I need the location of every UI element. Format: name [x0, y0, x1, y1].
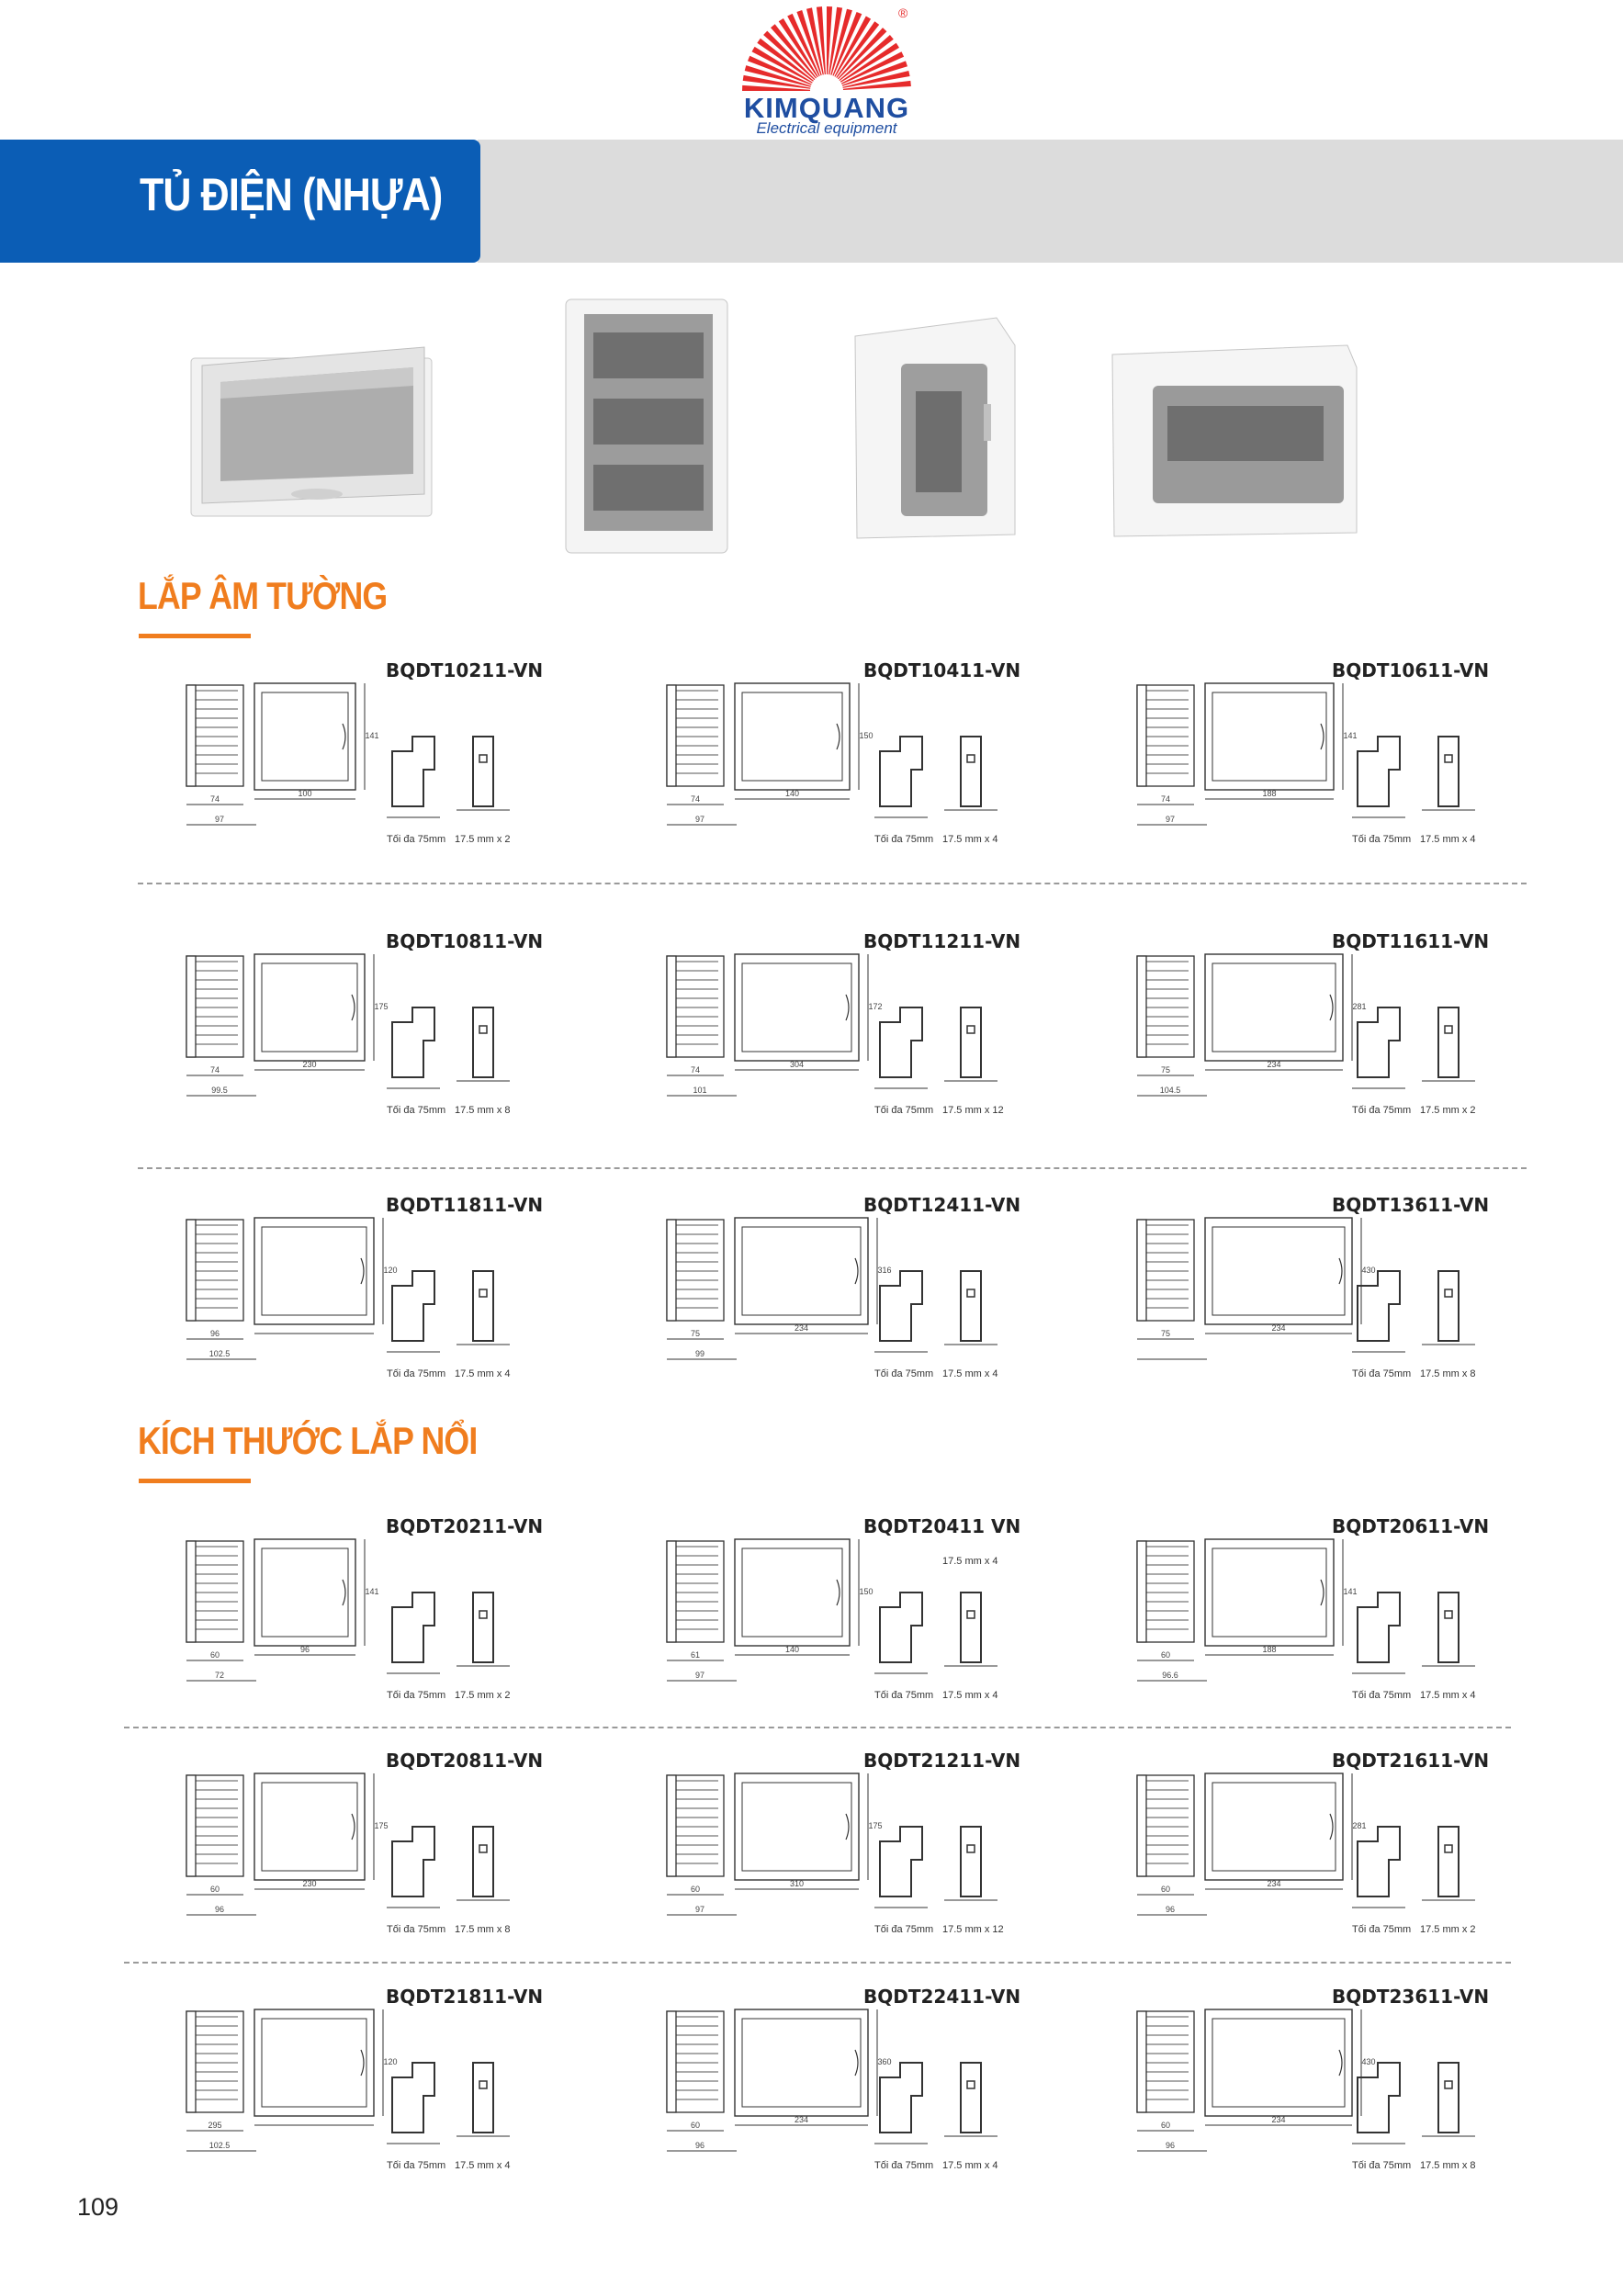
model-code: BQDT21211-VN [863, 1750, 1021, 1772]
product-diagram [179, 1194, 602, 1391]
breaker-profile-drawing [880, 1593, 922, 1662]
dimension-value: 61 [690, 1650, 701, 1660]
dimension-drawing [659, 1750, 1091, 1947]
header-banner-background [478, 140, 1623, 263]
product-diagram [659, 1986, 1082, 2183]
dimension-drawing [1130, 930, 1561, 1128]
module-width-drawing [1422, 2063, 1475, 2136]
side-view [667, 956, 724, 1057]
dimension-value: 96 [209, 1329, 220, 1338]
breaker-profile-drawing [392, 2063, 434, 2133]
brand-logo [726, 4, 928, 138]
dimension-value: 281 [1352, 1821, 1367, 1830]
dimension-value: 75 [1160, 1065, 1171, 1075]
dimension-value: 100 [298, 789, 312, 798]
module-width-drawing [944, 2063, 997, 2136]
dimension-value: 281 [1352, 1002, 1367, 1011]
dimension-lines [1137, 1218, 1361, 1359]
product-diagram [659, 930, 1082, 1128]
max-depth-label: Tối đa 75mm [387, 1924, 446, 1935]
breaker-profile-drawing [392, 1007, 434, 1077]
row-separator [138, 1167, 1527, 1169]
model-code: BQDT21811-VN [386, 1986, 544, 2008]
module-width-drawing [456, 1007, 510, 1081]
dimension-value: 74 [1160, 794, 1171, 804]
dimension-value: 141 [365, 731, 379, 740]
front-view [1205, 1218, 1352, 1324]
sunburst-logo-icon [726, 4, 928, 105]
max-depth-label: Tối đa 75mm [1352, 1690, 1412, 1701]
dimension-value: 96 [299, 1645, 310, 1654]
dimension-value: 234 [794, 2115, 809, 2124]
dimension-value: 175 [374, 1821, 389, 1830]
dimension-value: 99 [694, 1349, 705, 1358]
dimension-drawing [1130, 1986, 1561, 2183]
dimension-value: 310 [789, 1879, 805, 1888]
dimension-value: 97 [694, 815, 705, 824]
product-diagram [1130, 1750, 1552, 1947]
model-code: BQDT21611-VN [1332, 1750, 1490, 1772]
dimension-value: 60 [209, 1885, 220, 1894]
module-width-drawing [456, 1593, 510, 1666]
front-view [735, 683, 850, 790]
dimension-value: 188 [1262, 1645, 1277, 1654]
dimension-value: 430 [1361, 1266, 1376, 1275]
module-width-label: 17.5 mm x 4 [942, 2160, 998, 2171]
breaker-profile-drawing [392, 1827, 434, 1896]
dimension-value: 96 [1165, 1905, 1176, 1914]
dimension-value: 188 [1262, 789, 1277, 798]
module-width-drawing [456, 1271, 510, 1345]
module-width-drawing [1422, 1593, 1475, 1666]
module-width-drawing [456, 2063, 510, 2136]
front-view [735, 1218, 868, 1324]
model-code: BQDT10811-VN [386, 930, 544, 952]
module-width-label: 17.5 mm x 2 [1420, 1924, 1476, 1935]
product-diagram [179, 930, 602, 1128]
dimension-value: 96 [694, 2141, 705, 2150]
dimension-value: 104.5 [1159, 1086, 1181, 1095]
product-diagram [1130, 1515, 1552, 1713]
dimension-value: 97 [694, 1671, 705, 1680]
dimension-value: 97 [1165, 815, 1176, 824]
model-code: BQDT20411 VN [863, 1515, 1021, 1537]
side-view [186, 1775, 243, 1876]
dimension-value: 234 [794, 1323, 809, 1333]
section-title-surface-mount: KÍCH THƯỚC LẮP NỔI [138, 1419, 478, 1462]
dimension-drawing [179, 930, 611, 1128]
dimension-lines [1137, 2009, 1361, 2151]
dimension-value: 60 [1160, 2121, 1171, 2130]
product-image-flush-panel [184, 310, 441, 526]
dimension-value: 141 [1343, 731, 1358, 740]
registered-mark: ® [898, 6, 908, 20]
breaker-profile-drawing [880, 737, 922, 806]
model-code: BQDT12411-VN [863, 1194, 1021, 1216]
module-width-drawing [944, 1827, 997, 1900]
model-code: BQDT20211-VN [386, 1515, 544, 1537]
dimension-value: 60 [690, 2121, 701, 2130]
dimension-value: 74 [690, 794, 701, 804]
dimension-value: 172 [868, 1002, 883, 1011]
side-view [667, 685, 724, 786]
dimension-drawing [179, 1194, 611, 1391]
front-view [254, 683, 355, 790]
product-diagram [659, 1194, 1082, 1391]
breaker-profile-drawing [1358, 1007, 1400, 1077]
row-separator [124, 1727, 1511, 1728]
breaker-profile-drawing [880, 1007, 922, 1077]
side-view [1137, 1541, 1194, 1642]
dimension-drawing [1130, 659, 1561, 857]
dimension-value: 74 [209, 1065, 220, 1075]
dimension-value: 120 [383, 1266, 398, 1275]
dimension-value: 60 [690, 1885, 701, 1894]
breaker-profile-drawing [1358, 2063, 1400, 2133]
front-view [735, 1539, 850, 1646]
product-image-wide-panel [1107, 331, 1359, 542]
module-width-label: 17.5 mm x 4 [942, 1368, 998, 1379]
front-view [1205, 954, 1343, 1061]
max-depth-label: Tối đa 75mm [874, 834, 934, 845]
dimension-value: 96.6 [1162, 1671, 1178, 1680]
side-view [186, 2011, 243, 2112]
dimension-value: 234 [1271, 1323, 1286, 1333]
dimension-drawing [1130, 1515, 1561, 1713]
breaker-profile-drawing [392, 1593, 434, 1662]
front-view [254, 1539, 355, 1646]
front-view [1205, 1773, 1343, 1880]
module-width-label: 17.5 mm x 8 [1420, 1368, 1476, 1379]
dimension-value: 295 [208, 2121, 222, 2130]
module-width-label: 17.5 mm x 4 [455, 2160, 511, 2171]
max-depth-label: Tối đa 75mm [387, 834, 446, 845]
max-depth-label: Tối đa 75mm [1352, 1105, 1412, 1116]
dimension-drawing [659, 1515, 1091, 1713]
page-title: TỦ ĐIỆN (NHỰA) [140, 169, 443, 220]
module-width-label: 17.5 mm x 8 [455, 1105, 511, 1116]
breaker-profile-drawing [1358, 737, 1400, 806]
front-view [735, 954, 859, 1061]
product-diagram [659, 1750, 1082, 1947]
model-code: BQDT10611-VN [1332, 659, 1490, 681]
module-width-drawing [944, 1007, 997, 1081]
max-depth-label: Tối đa 75mm [874, 1105, 934, 1116]
dimension-value: 99.5 [211, 1086, 228, 1095]
model-code: BQDT11811-VN [386, 1194, 544, 1216]
dimension-value: 430 [1361, 2057, 1376, 2066]
model-code: BQDT11611-VN [1332, 930, 1490, 952]
model-code: BQDT20611-VN [1332, 1515, 1490, 1537]
model-code: BQDT10211-VN [386, 659, 544, 681]
max-depth-label: Tối đa 75mm [874, 2160, 934, 2171]
dimension-value: 175 [374, 1002, 389, 1011]
dimension-drawing [179, 1986, 611, 2183]
page-number: 109 [77, 2193, 119, 2221]
product-diagram [1130, 659, 1552, 857]
module-width-label: 17.5 mm x 8 [1420, 2160, 1476, 2171]
breaker-profile-drawing [1358, 1271, 1400, 1341]
dimension-value: 96 [214, 1905, 225, 1914]
max-depth-label: Tối đa 75mm [874, 1690, 934, 1701]
dimension-value: 75 [690, 1329, 701, 1338]
side-view [667, 1541, 724, 1642]
front-view [1205, 683, 1334, 790]
dimension-value: 234 [1267, 1879, 1281, 1888]
section-title-flush-mount: LẮP ÂM TƯỜNG [138, 574, 388, 617]
module-width-label: 17.5 mm x 12 [942, 1924, 1004, 1935]
model-code: BQDT11211-VN [863, 930, 1021, 952]
dimension-drawing [1130, 1194, 1561, 1391]
module-width-drawing [944, 1271, 997, 1345]
dimension-value: 97 [214, 815, 225, 824]
product-diagram [659, 659, 1082, 857]
module-width-label: 17.5 mm x 8 [455, 1924, 511, 1935]
side-view [1137, 685, 1194, 786]
max-depth-label: Tối đa 75mm [874, 1924, 934, 1935]
breaker-profile-drawing [1358, 1827, 1400, 1896]
dimension-value: 150 [859, 731, 873, 740]
breaker-profile-drawing [392, 1271, 434, 1341]
front-view [254, 2009, 374, 2116]
dimension-value: 230 [302, 1060, 317, 1069]
module-width-drawing [456, 1827, 510, 1900]
dimension-value: 360 [877, 2057, 892, 2066]
front-view [1205, 2009, 1352, 2116]
module-width-label: 17.5 mm x 2 [455, 1690, 511, 1701]
module-width-drawing [456, 737, 510, 810]
brand-name: KIMQUANG [743, 92, 910, 124]
product-diagram [179, 1986, 602, 2183]
breaker-profile-drawing [392, 737, 434, 806]
dimension-value: 102.5 [209, 1349, 231, 1358]
side-view [667, 1220, 724, 1321]
product-diagram [179, 1515, 602, 1713]
dimension-value: 141 [1343, 1587, 1358, 1596]
model-code: BQDT10411-VN [863, 659, 1021, 681]
dimension-value: 140 [784, 789, 800, 798]
section-underline [139, 634, 251, 638]
module-width-top-label: 17.5 mm x 4 [942, 1556, 998, 1567]
dimension-value: 74 [690, 1065, 701, 1075]
module-width-label: 17.5 mm x 4 [455, 1368, 511, 1379]
side-view [186, 956, 243, 1057]
front-view [735, 1773, 859, 1880]
module-width-label: 17.5 mm x 2 [1420, 1105, 1476, 1116]
product-diagram [1130, 930, 1552, 1128]
dimension-value: 72 [214, 1671, 225, 1680]
max-depth-label: Tối đa 75mm [387, 2160, 446, 2171]
dimension-drawing [659, 1986, 1091, 2183]
breaker-profile-drawing [880, 1271, 922, 1341]
dimension-value: 60 [1160, 1650, 1171, 1660]
dimension-drawing [179, 1750, 611, 1947]
module-width-label: 17.5 mm x 4 [942, 834, 998, 845]
side-view [186, 685, 243, 786]
row-separator [124, 1962, 1511, 1964]
max-depth-label: Tối đa 75mm [1352, 834, 1412, 845]
dimension-drawing [179, 1515, 611, 1713]
max-depth-label: Tối đa 75mm [1352, 1368, 1412, 1379]
module-width-label: 17.5 mm x 2 [455, 834, 511, 845]
dimension-value: 304 [789, 1060, 805, 1069]
dimension-value: 74 [209, 794, 220, 804]
product-diagram [179, 1750, 602, 1947]
dimension-value: 60 [1160, 1885, 1171, 1894]
max-depth-label: Tối đa 75mm [1352, 1924, 1412, 1935]
module-width-label: 17.5 mm x 4 [942, 1690, 998, 1701]
module-width-drawing [1422, 737, 1475, 810]
side-view [186, 1541, 243, 1642]
model-code: BQDT20811-VN [386, 1750, 544, 1772]
dimension-drawing [659, 930, 1091, 1128]
module-width-drawing [944, 737, 997, 810]
product-image-tall-panel [562, 287, 732, 555]
dimension-value: 141 [365, 1587, 379, 1596]
side-view [1137, 956, 1194, 1057]
product-diagram [659, 1515, 1082, 1713]
dimension-value: 150 [859, 1587, 873, 1596]
dimension-value: 101 [693, 1086, 707, 1095]
dimension-value: 102.5 [209, 2141, 231, 2150]
brand-tagline: Electrical equipment [756, 119, 897, 137]
breaker-profile-drawing [880, 2063, 922, 2133]
module-width-label: 17.5 mm x 4 [1420, 1690, 1476, 1701]
max-depth-label: Tối đa 75mm [387, 1690, 446, 1701]
side-view [1137, 1775, 1194, 1876]
dimension-value: 75 [1160, 1329, 1171, 1338]
breaker-profile-drawing [880, 1827, 922, 1896]
model-code: BQDT23611-VN [1332, 1986, 1490, 2008]
dimension-value: 140 [784, 1645, 800, 1654]
model-code: BQDT22411-VN [863, 1986, 1021, 2008]
product-diagram [179, 659, 602, 857]
dimension-value: 97 [694, 1905, 705, 1914]
row-separator [138, 883, 1527, 884]
max-depth-label: Tối đa 75mm [874, 1368, 934, 1379]
side-view [1137, 2011, 1194, 2112]
module-width-drawing [944, 1593, 997, 1666]
product-diagram [1130, 1986, 1552, 2183]
dimension-value: 175 [868, 1821, 883, 1830]
product-diagram [1130, 1194, 1552, 1391]
dimension-value: 96 [1165, 2141, 1176, 2150]
dimension-drawing [659, 659, 1091, 857]
dimension-drawing [179, 659, 611, 857]
breaker-profile-drawing [1358, 1593, 1400, 1662]
side-view [667, 2011, 724, 2112]
dimension-value: 60 [209, 1650, 220, 1660]
section-underline [139, 1479, 251, 1483]
side-view [667, 1775, 724, 1876]
front-view [735, 2009, 868, 2116]
model-code: BQDT13611-VN [1332, 1194, 1490, 1216]
side-view [186, 1220, 243, 1321]
max-depth-label: Tối đa 75mm [387, 1368, 446, 1379]
module-width-label: 17.5 mm x 4 [1420, 834, 1476, 845]
dimension-value: 230 [302, 1879, 317, 1888]
module-width-drawing [1422, 1271, 1475, 1345]
dimension-value: 234 [1267, 1060, 1281, 1069]
side-view [1137, 1220, 1194, 1321]
front-view [254, 1773, 365, 1880]
module-width-label: 17.5 mm x 12 [942, 1105, 1004, 1116]
dimension-value: 316 [877, 1266, 892, 1275]
max-depth-label: Tối đa 75mm [1352, 2160, 1412, 2171]
dimension-value: 234 [1271, 2115, 1286, 2124]
dimension-drawing [659, 1194, 1091, 1391]
module-width-drawing [1422, 1007, 1475, 1081]
dimension-value: 120 [383, 2057, 398, 2066]
front-view [254, 954, 365, 1061]
max-depth-label: Tối đa 75mm [387, 1105, 446, 1116]
module-width-drawing [1422, 1827, 1475, 1900]
front-view [1205, 1539, 1334, 1646]
dimension-drawing [1130, 1750, 1561, 1947]
product-image-small-panel [850, 309, 1020, 544]
front-view [254, 1218, 374, 1324]
